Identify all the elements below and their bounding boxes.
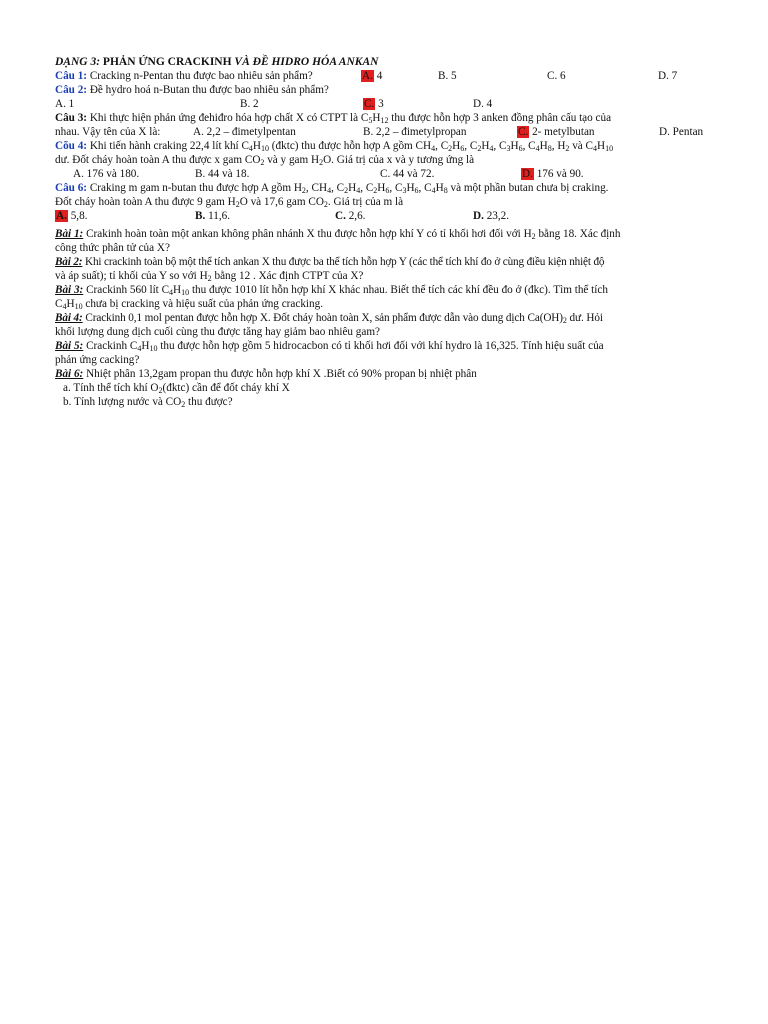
question-6: Câu 6: Craking m gam n-butan thu được hợp A gồm $H_2$, $CH_4$, $C_2H_4$, $C_2H_6$, $C_3H_6$, $C_4H_8$ và một phần butan chưa bị craking.: [55, 182, 609, 195]
exercise-5-line2: phản ứng cacking?: [55, 354, 140, 366]
document-content: [55, 55, 715, 409]
exercise-2-label: Bài 2:: [55, 256, 83, 268]
question-1-label: Câu 1:: [55, 70, 88, 82]
title-prefix: DẠNG 3:: [55, 56, 101, 68]
question-3-option-d: D. Pentan: [659, 126, 704, 138]
question-4-option-b: B. 44 và 18.: [195, 168, 250, 180]
exercise-2: Bài 2: Khi crackinh toàn bộ một thể tích ankan X thu được ba thể tích hỗn hợp Y (các thể tích khí đo ở cùng điều kiện nhiệt độ: [55, 256, 605, 268]
exercise-4-line2: khối lượng dung dịch cuối cùng thu được tăng hay giảm bao nhiêu gam?: [55, 326, 381, 338]
question-1-option-c: C. 6: [547, 70, 566, 82]
question-2-option-d: D. 4: [473, 98, 493, 110]
question-3-line2: nhau. Vậy tên của X là:: [55, 126, 161, 138]
question-2: [55, 83, 715, 97]
question-1: [55, 69, 715, 83]
question-4: Cõu 4: Khi tiến hành craking 22,4 lít khí $C_4H_{10}$ (đktc) thu được hỗn hợp A gồm $CH_4$, $C_2H_6$, $C_2H_4$, $C_3H_6$, $C_4H_8$, $H_2$ và $C_4H_{10}$: [55, 140, 614, 153]
question-2-options: [55, 97, 715, 111]
question-6-option-a: A. 5,8.: [56, 210, 88, 222]
question-6-options: [55, 209, 715, 223]
answer-highlight: A.: [56, 210, 67, 222]
title-suffix: VÀ ĐỀ HIDRO HÓA ANKAN: [234, 56, 379, 68]
question-3-option-b: B. 2,2 – đimetylpropan: [363, 126, 467, 138]
question-3-label: Câu 3:: [55, 112, 88, 124]
section-title: [55, 55, 715, 69]
question-3-options: [55, 125, 715, 139]
exercise-1-line2: công thức phân tử của X?: [55, 242, 170, 254]
exercise-5: Bài 5: Crackinh $C_4H_{10}$ thu được hỗn hợp gồm 5 hidrocacbon có tỉ khối hơi đối với khí hydro là 16,325. Tính hiệu suất của: [55, 340, 604, 353]
exercise-1-label: Bài 1:: [55, 228, 84, 240]
question-4-option-d: D. 176 và 90.: [522, 168, 584, 180]
question-6-option-c: C. 2,6.: [335, 210, 366, 222]
question-6-line2: Đốt cháy hoàn toàn A thu được 9 gam $H_2O$ và 17,6 gam $CO_2$. Giá trị của m là: [55, 196, 404, 209]
answer-highlight: D.: [522, 168, 533, 180]
question-1-text: Cracking n-Pentan thu được bao nhiêu sản phẩm?: [87, 70, 313, 82]
question-4-option-c: C. 44 và 72.: [380, 168, 435, 180]
exercise-6-label: Bài 6:: [55, 368, 84, 380]
question-6-option-d: D. 23,2.: [473, 210, 510, 222]
question-1-option-b: B. 5: [438, 70, 457, 82]
question-3-option-a: A. 2,2 – đimetylpentan: [193, 126, 296, 138]
question-4-option-a: A. 176 và 180.: [73, 168, 140, 180]
exercise-6-part-b: b. Tính lượng nước và $CO_2$ thu được?: [63, 396, 233, 409]
exercise-6-part-a: a. Tính thể tích khí $O_2(đktc)$ cần để đốt cháy khí X: [63, 382, 290, 395]
exercise-1: Bài 1: Crakinh hoàn toàn một ankan không phân nhánh X thu được hỗn hợp khí Y có tỉ khối hơi đối với $H_2$ bằng 18. Xác định: [55, 228, 621, 241]
question-3-option-c: C. 2- metylbutan: [518, 126, 595, 138]
answer-highlight: A.: [362, 70, 373, 82]
question-6-option-b: B. 11,6.: [195, 210, 231, 222]
question-2-label: Câu 2:: [55, 84, 88, 96]
question-4-label: Cõu 4:: [55, 140, 88, 152]
question-4-options: [55, 167, 715, 181]
exercise-3: Bài 3: Crackinh 560 lít $C_4H_{10}$ thu được 1010 lít hỗn hợp khí X khác nhau. Biết thể tích các khí đều đo ở (đkc). Tìm thể tích: [55, 284, 608, 297]
exercise-3-label: Bài 3:: [55, 284, 84, 296]
exercise-3-line2: $C_4H_{10}$ chưa bị cracking và hiệu suất của phản ứng cracking.: [55, 298, 324, 311]
question-1-option-a: A. 4: [362, 70, 383, 82]
answer-highlight: C.: [364, 98, 375, 110]
exercise-4-label: Bài 4:: [55, 312, 83, 324]
title-main: PHẢN ỨNG CRACKINH: [100, 56, 235, 68]
answer-highlight: C.: [518, 126, 529, 138]
exercise-6: Bài 6: Nhiệt phân 13,2gam propan thu được hỗn hợp khí X .Biết có 90% propan bị nhiệt phân: [55, 368, 477, 380]
question-2-option-a: A. 1: [55, 98, 75, 110]
question-3: Câu 3: Khi thực hiện phản ứng đehiđro hóa hợp chất X có CTPT là $C_5H_{12}$ thu được hỗn hợp 3 anken đồng phân cấu tạo của: [55, 112, 612, 125]
question-6-label: Câu 6:: [55, 182, 88, 194]
question-2-text: Đề hydro hoá n-Butan thu được bao nhiêu sản phẩm?: [87, 84, 329, 96]
question-2-option-b: B. 2: [240, 98, 259, 110]
question-4-line2: dư. Đốt cháy hoàn toàn A thu được x gam $CO_2$ và y gam $H_2O$. Giá trị của x và y tương ứng là: [55, 154, 475, 167]
exercise-4: Bài 4: Crackinh 0,1 mol pentan được hỗn hợp X. Đốt cháy hoàn toàn X, sản phẩm được dẫn vào dung dịch $Ca(OH)_2$ dư. Hỏi: [55, 312, 603, 325]
exercise-5-label: Bài 5:: [55, 340, 84, 352]
exercise-2-line2: và áp suất); tỉ khối của Y so với $H_2$ bằng 12 . Xác định CTPT của X?: [55, 270, 364, 283]
question-2-option-c: C. 3: [364, 98, 384, 110]
question-1-option-d: D. 7: [658, 70, 678, 82]
